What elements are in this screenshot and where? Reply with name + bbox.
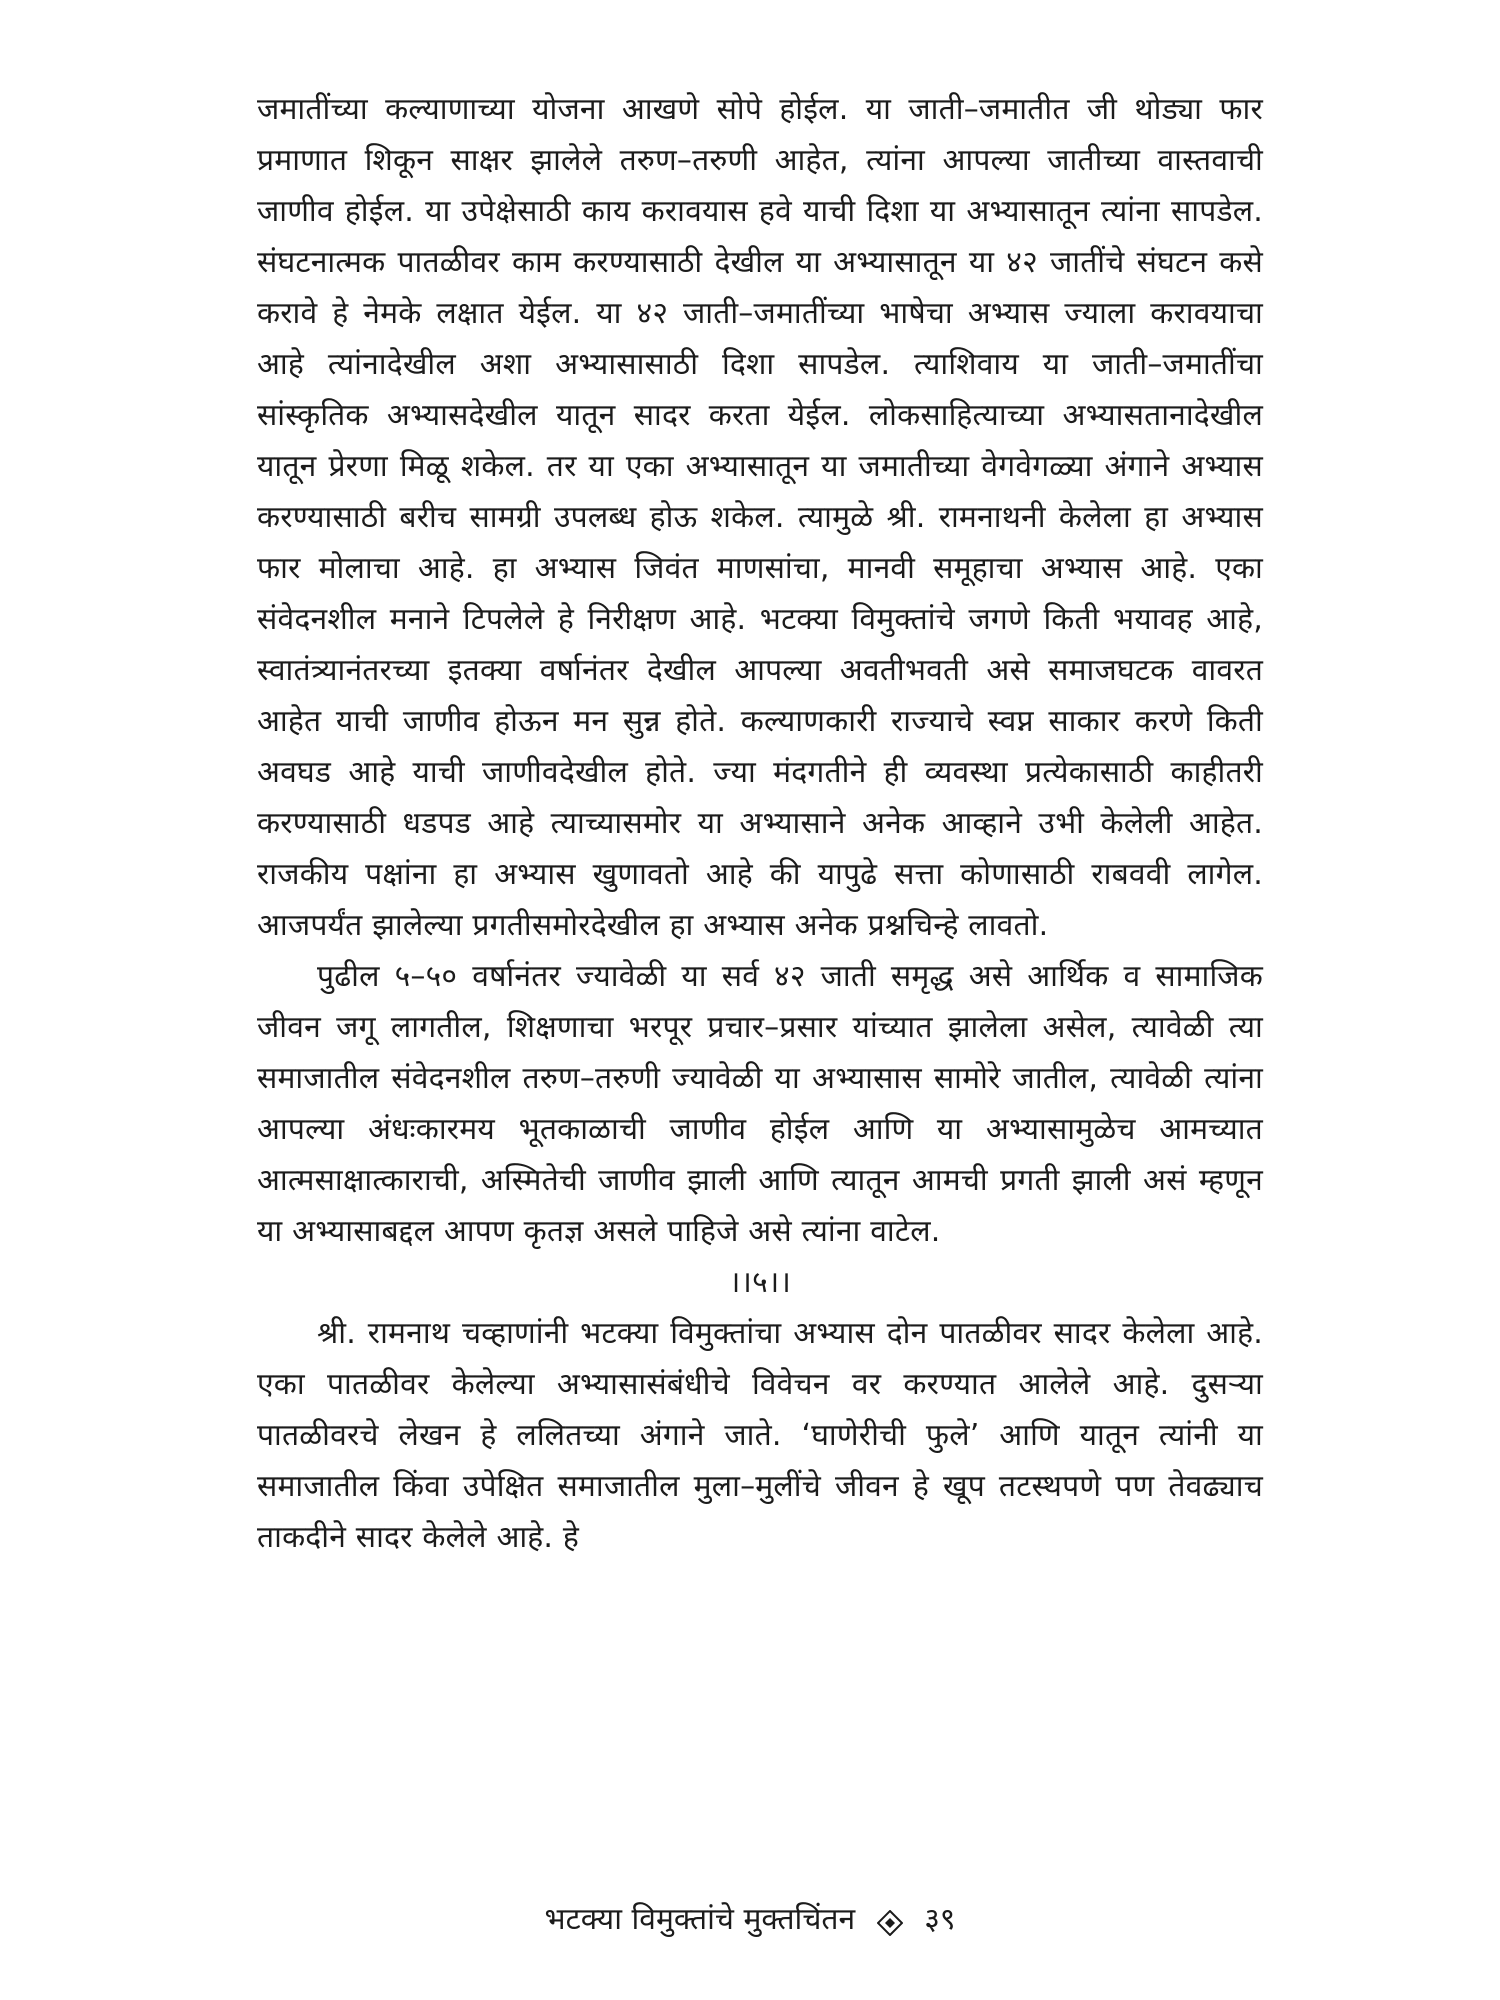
paragraph-section-five: श्री. रामनाथ चव्हाणांनी भटक्या विमुक्तांचा अभ्यास दोन पातळीवर सादर केलेला आहे. एका पातळीवर केलेल्या अभ्यासासंबंधीचे विवेचन वर करण्यात आलेले आहे. दुसऱ्या पातळीवरचे लेखन हे ललितच्या अंगाने जाते. ‘घाणेरीची फुले’ आणि यातून त्यांनी या समाजातील किंवा उपेक्षित समाजातील मुला–मुलींचे जीवन हे खूप तटस्थपणे पण तेवढ्याच ताकदीने सादर केलेले आहे. हे xyxy=(257,1316,1263,1555)
running-book-title: भटक्या विमुक्तांचे मुक्तचिंतन xyxy=(544,1902,856,1937)
body-text xyxy=(257,84,1263,1563)
page-number: ३९ xyxy=(924,1902,956,1937)
diamond-ornament-icon xyxy=(877,1905,903,1931)
paragraph-future: पुढील ५–५० वर्षानंतर ज्यावेळी या सर्व ४२ जाती समृद्ध असे आर्थिक व सामाजिक जीवन जगू लागतील, शिक्षणाचा भरपूर प्रचार–प्रसार यांच्यात झालेला असेल, त्यावेळी त्या समाजातील संवेदनशील तरुण–तरुणी ज्यावेळी या अभ्यासास सामोरे जातील, त्यावेळी त्यांना आपल्या अंधःकारमय भूतकाळाची जाणीव होईल आणि या अभ्यासामुळेच आमच्यात आत्मसाक्षात्काराची, अस्मितेची जाणीव झाली आणि त्यातून आमची प्रगती झाली असं म्हणून या अभ्यासाबद्दल आपण कृतज्ञ असले पाहिजे असे त्यांना वाटेल. xyxy=(257,959,1263,1249)
section-number-mark: ।।५।। xyxy=(728,1265,792,1300)
page-footer xyxy=(0,1898,1500,1942)
paragraph-continuation: जमातींच्या कल्याणाच्या योजना आखणे सोपे होईल. या जाती–जमातीत जी थोड्या फार प्रमाणात शिकून साक्षर झालेले तरुण–तरुणी आहेत, त्यांना आपल्या जातीच्या वास्तवाची जाणीव होईल. या उपेक्षेसाठी काय करावयास हवे याची दिशा या अभ्यासातून त्यांना सापडेल. संघटनात्मक पातळीवर काम करण्यासाठी देखील या अभ्यासातून या ४२ जातींचे संघटन कसे करावे हे नेमके लक्षात येईल. या ४२ जाती–जमातींच्या भाषेचा अभ्यास ज्याला करावयाचा आहे त्यांनादेखील अशा अभ्यासासाठी दिशा सापडेल. त्याशिवाय या जाती–जमातींचा सांस्कृतिक अभ्यासदेखील यातून सादर करता येईल. लोकसाहित्याच्या अभ्यासतानादेखील यातून प्रेरणा मिळू शकेल. तर या एका अभ्यासातून या जमातीच्या वेगवेगळ्या अंगाने अभ्यास करण्यासाठी बरीच सामग्री उपलब्ध होऊ शकेल. त्यामुळे श्री. रामनाथनी केलेला हा अभ्यास फार मोलाचा आहे. हा अभ्यास जिवंत माणसांचा, मानवी समूहाचा अभ्यास आहे. एका संवेदनशील मनाने टिपलेले हे निरीक्षण आहे. भटक्या विमुक्तांचे जगणे किती भयावह आहे, स्वातंत्र्यानंतरच्या इतक्या वर्षानंतर देखील आपल्या अवतीभवती असे समाजघटक वावरत आहेत याची जाणीव होऊन मन सुन्न होते. कल्याणकारी राज्याचे स्वप्न साकार करणे किती अवघड आहे याची जाणीवदेखील होते. ज्या मंदगतीने ही व्यवस्था प्रत्येकासाठी काहीतरी करण्यासाठी धडपड आहे त्याच्यासमोर या अभ्यासाने अनेक आव्हाने उभी केलेली आहेत. राजकीय पक्षांना हा अभ्यास खुणावतो आहे की यापुढे सत्ता कोणासाठी राबववी लागेल. आजपर्यंत झालेल्या प्रगतीसमोरदेखील हा अभ्यास अनेक प्रश्नचिन्हे लावतो. xyxy=(257,92,1263,943)
